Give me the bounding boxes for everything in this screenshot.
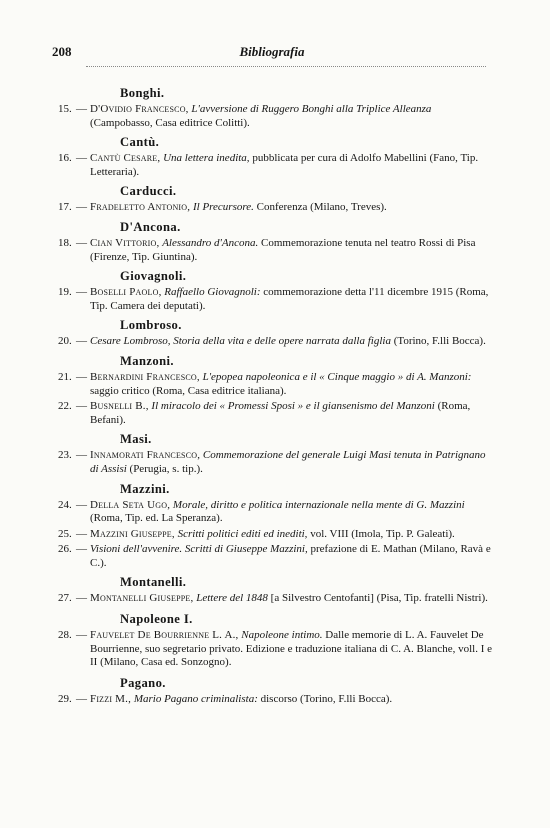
entry-title: Raffaello Giovagnoli: — [164, 286, 261, 299]
entry-number: 24. — [58, 498, 72, 511]
bibliography-entry — [0, 237, 550, 264]
entry-title: Cesare Lombroso, Storia della vita e delle opere narrata dalla figlia — [90, 335, 391, 348]
bibliography-entry — [0, 286, 550, 313]
bibliography-section — [0, 84, 550, 130]
bibliography-section — [0, 480, 550, 571]
bibliography-section — [0, 573, 550, 606]
entry-title: Mario Pagano criminalista: — [133, 692, 258, 705]
section-heading: Carducci. — [120, 184, 177, 199]
bibliography-entry — [0, 335, 550, 349]
entry-title: Scritti politici editi ed inediti, — [177, 527, 308, 540]
entry-detail: discorso (Torino, F.lli Bocca). — [260, 692, 393, 705]
entry-title: Visioni dell'avvenire. Scritti di Giuseppe Mazzini, — [90, 543, 308, 556]
entry-author: Boselli Paolo, — [90, 286, 162, 299]
section-heading: Masi. — [120, 432, 152, 447]
entry-dash: — — [76, 527, 87, 540]
bibliography-entry — [0, 592, 550, 606]
bibliography-entry — [0, 103, 550, 130]
entry-dash: — — [76, 152, 87, 165]
bibliography-section — [0, 133, 550, 179]
entry-dash: — — [76, 629, 87, 642]
page-header — [52, 44, 492, 64]
entry-author: Innamorati Francesco, — [90, 449, 201, 462]
bibliography-entry — [0, 543, 550, 570]
entry-title: L'avversione di Ruggero Bonghi alla Triplice Alleanza — [191, 103, 432, 115]
section-heading: Bonghi. — [120, 86, 165, 100]
entry-dash: — — [76, 400, 87, 413]
entry-author: Fauvelet De Bourrienne L. A., — [90, 629, 239, 642]
entry-dash: — — [76, 370, 87, 383]
entry-number: 22. — [58, 400, 72, 413]
entry-dash: — — [76, 592, 87, 605]
entry-number: 17. — [58, 201, 72, 214]
header-rule — [86, 66, 486, 68]
section-heading: Cantù. — [120, 135, 160, 150]
bibliography-section — [0, 430, 550, 476]
bibliography-entry — [0, 371, 550, 398]
entry-title: Lettere del 1848 — [196, 592, 268, 605]
entry-dash: — — [76, 201, 87, 214]
section-heading: Montanelli. — [120, 575, 187, 590]
bibliography-entry — [0, 629, 550, 670]
bibliography-section — [0, 610, 550, 670]
entry-author: Fizzi M., — [90, 692, 132, 705]
bibliography-entry — [0, 152, 550, 179]
entry-detail: Dalle memorie di L. A. Fauvelet De Bourrienne, suo segretario privato. Edizione e traduzione italiana di C. A. Blanche, voll. I e II (Milano, Casa ed. Sonzogno). — [90, 629, 492, 669]
entry-author: Busnelli B., — [90, 400, 149, 413]
entry-number: 26. — [58, 543, 72, 556]
entry-dash: — — [76, 543, 87, 556]
section-heading: Lombroso. — [120, 318, 182, 333]
bibliography-section — [0, 352, 550, 427]
bibliography-entry — [0, 449, 550, 476]
bibliography-section — [0, 267, 550, 313]
entry-detail: (Roma, Tip. ed. La Speranza). — [90, 512, 223, 525]
entry-number: 21. — [58, 370, 72, 383]
entry-dash: — — [76, 692, 87, 705]
running-title: Bibliografia — [239, 44, 305, 59]
section-heading: Pagano. — [120, 675, 166, 690]
entry-detail: (Perugia, s. tip.). — [129, 462, 203, 475]
entry-detail: Commemorazione tenuta nel teatro Rossi di Pisa (Firenze, Tip. Giuntina). — [90, 236, 476, 263]
entry-title: Il miracolo dei « Promessi Sposi » e il giansenismo del Manzoni — [151, 400, 435, 413]
entry-detail: vol. VIII (Imola, Tip. P. Galeati). — [310, 527, 455, 540]
entry-number: 18. — [58, 236, 72, 249]
entry-detail: (Torino, F.lli Bocca). — [393, 335, 486, 348]
bibliography-entry — [0, 528, 550, 542]
entry-author: Mazzini Giuseppe, — [90, 527, 175, 540]
section-heading: Giovagnoli. — [120, 269, 187, 284]
entry-number: 28. — [58, 629, 72, 642]
entry-detail: commemorazione detta l'11 dicembre 1915 (Roma, Tip. Camera dei deputati). — [90, 286, 489, 312]
entry-author: D'Ovidio Francesco, — [90, 103, 189, 115]
entry-detail: Conferenza (Milano, Treves). — [256, 201, 387, 214]
page-number: 208 — [52, 44, 72, 59]
entry-number: 29. — [58, 692, 72, 705]
entry-dash: — — [76, 103, 87, 115]
entry-detail: prefazione di E. Mathan (Milano, Ravà e C.). — [90, 543, 491, 569]
entry-title: Morale, diritto e politica internazionale nella mente di G. Mazzini — [172, 498, 465, 511]
bibliography-entry — [0, 201, 550, 215]
entry-author: Montanelli Giuseppe, — [90, 592, 194, 605]
entry-dash: — — [76, 498, 87, 511]
bibliography-entry — [0, 693, 550, 707]
bibliography-section — [0, 218, 550, 264]
entry-detail: pubblicata per cura di Adolfo Mabellini (Fano, Tip. Letteraria). — [90, 152, 479, 178]
bibliography-entry — [0, 499, 550, 526]
entry-number: 15. — [58, 103, 72, 115]
entry-title: Commemorazione del generale Luigi Masi tenuta in Patrignano di Assisi — [90, 449, 486, 475]
bibliography-section — [0, 316, 550, 349]
entry-title: Il Precursore. — [192, 201, 254, 214]
entry-detail: [a Silvestro Centofanti] (Pisa, Tip. fratelli Nistri). — [270, 592, 488, 605]
entry-number: 16. — [58, 152, 72, 165]
entry-detail: (Roma, Befani). — [90, 400, 471, 426]
entry-title: Alessandro d'Ancona. — [162, 236, 259, 249]
bibliography-list — [0, 84, 550, 708]
entry-author: Cantù Cesare, — [90, 152, 161, 165]
bibliography-section — [0, 674, 550, 707]
section-heading: D'Ancona. — [120, 219, 181, 234]
section-heading: Manzoni. — [120, 353, 174, 368]
entry-dash: — — [76, 286, 87, 299]
entry-number: 27. — [58, 592, 72, 605]
entry-detail: (Campobasso, Casa editrice Colitti). — [90, 116, 250, 129]
entry-number: 23. — [58, 449, 72, 462]
entry-author: Bernardini Francesco, — [90, 370, 200, 383]
bibliography-entry — [0, 400, 550, 427]
entry-number: 20. — [58, 335, 72, 348]
entry-detail: saggio critico (Roma, Casa editrice italiana). — [90, 384, 287, 397]
entry-title: Napoleone intimo. — [241, 629, 323, 642]
entry-title: L'epopea napoleonica e il « Cinque maggio » di A. Manzoni: — [202, 370, 472, 383]
entry-dash: — — [76, 449, 87, 462]
entry-author: Della Seta Ugo, — [90, 498, 171, 511]
entry-number: 19. — [58, 286, 72, 299]
entry-number: 25. — [58, 527, 72, 540]
section-heading: Napoleone I. — [120, 612, 193, 627]
section-heading: Mazzini. — [120, 481, 170, 496]
entry-title: Una lettera inedita, — [163, 152, 250, 165]
bibliography-section — [0, 182, 550, 215]
entry-author: Cian Vittorio, — [90, 236, 160, 249]
entry-author: Fradeletto Antonio, — [90, 201, 191, 214]
entry-dash: — — [76, 236, 87, 249]
entry-dash: — — [76, 335, 87, 348]
